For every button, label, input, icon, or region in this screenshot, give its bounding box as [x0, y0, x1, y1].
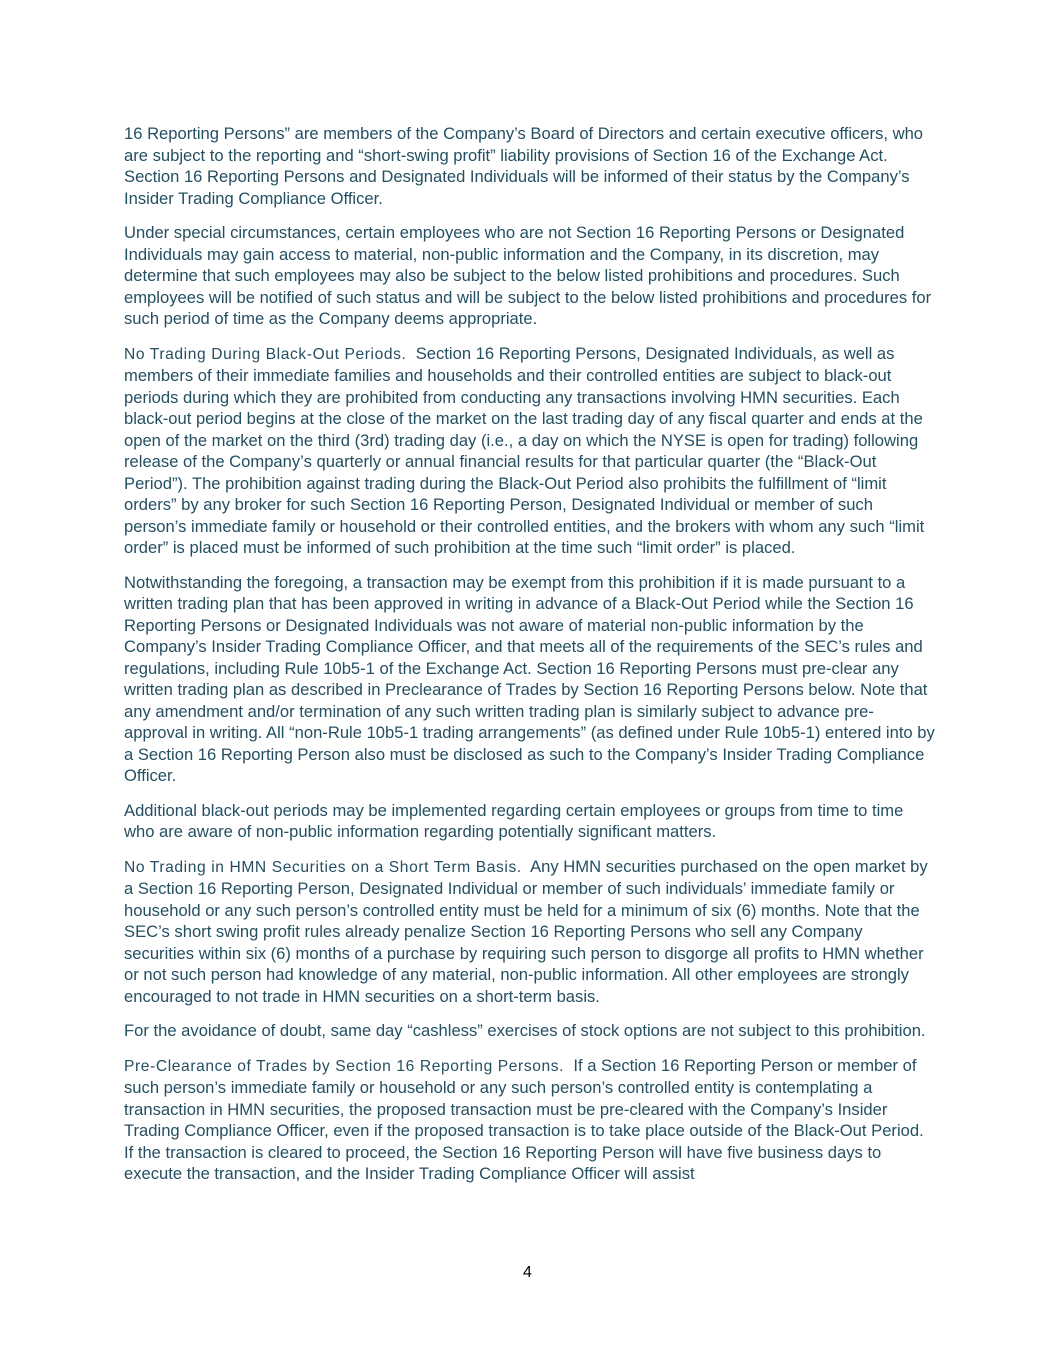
paragraph-text: For the avoidance of doubt, same day “cashless” exercises of stock options are not subject to this prohibition. — [124, 1021, 926, 1040]
paragraph — [124, 222, 936, 330]
paragraph — [124, 123, 936, 209]
paragraph — [124, 856, 936, 1008]
section-heading-short-term: No Trading in HMN Securities on a Short Term Basis. — [124, 858, 522, 876]
section-heading-black-out: No Trading During Black-Out Periods. — [124, 345, 407, 363]
paragraph — [124, 1055, 936, 1185]
paragraph-text: Additional black-out periods may be implemented regarding certain employees or groups from time to time who are aware of non-public information regarding potentially significant matters. — [124, 800, 904, 841]
paragraph — [124, 572, 936, 787]
paragraph — [124, 1020, 936, 1042]
paragraph — [124, 343, 936, 559]
paragraph-text: Any HMN securities purchased on the open market by a Section 16 Reporting Person, Designated Individual or member of such individuals’ immediate family or household or any such person’s controlled entity must be held for a minimum of six (6) months. Note that the SEC’s short swing profit rules already penalize Section 16 Reporting Persons who sell any Company securities within six (6) months of a purchase by requiring such person to disgorge all profits to HMN whether or not such person had knowledge of any material, non-public information. All other employees are strongly encouraged to not trade in HMN securities on a short-term basis. — [124, 856, 928, 1006]
paragraph — [124, 800, 936, 843]
paragraph-text: Notwithstanding the foregoing, a transaction may be exempt from this prohibition if it is made pursuant to a written trading plan that has been approved in writing in advance of a Black-Out Period while the Section 16 Reporting Persons or Designated Individuals was not aware of material non-public information by the Company’s Insider Trading Compliance Officer, and that meets all of the requirements of the SEC’s rules and regulations, including Rule 10b5-1 of the Exchange Act. Section 16 Reporting Persons must pre-clear any written trading plan as described in Preclearance of Trades by Section 16 Reporting Persons below. Note that any amendment and/or termination of any such written trading plan is similarly subject to advance pre-approval in writing. All “non-Rule 10b5-1 trading arrangements” (as defined under Rule 10b5-1) entered into by a Section 16 Reporting Person also must be disclosed as such to the Company’s Insider Trading Compliance Officer. — [124, 572, 935, 785]
document-body — [124, 123, 936, 1198]
section-heading-pre-clearance: Pre-Clearance of Trades by Section 16 Reporting Persons. — [124, 1057, 565, 1075]
page-number: 4 — [523, 1264, 532, 1281]
paragraph-text: Under special circumstances, certain employees who are not Section 16 Reporting Persons or Designated Individuals may gain access to material, non-public information and the Company, in its discretion, may determine that such employees may also be subject to the below listed prohibitions and procedures. Such employees will be notified of such status and will be subject to the below listed prohibitions and procedures for such period of time as the Company deems appropriate. — [124, 223, 932, 328]
paragraph-text: If a Section 16 Reporting Person or member of such person’s immediate family or household or any such person’s controlled entity is contemplating a transaction in HMN securities, the proposed transaction must be pre-cleared with the Company’s Insider Trading Compliance Officer, even if the proposed transaction is to take place outside of the Black-Out Period. If the transaction is cleared to proceed, the Section 16 Reporting Person will have five business days to execute the transaction, and the Insider Trading Compliance Officer will assist — [124, 1055, 924, 1183]
paragraph-text: Section 16 Reporting Persons, Designated Individuals, as well as members of their immediate families and households and their controlled entities are subject to black-out periods during which they are prohibited from conducting any transactions involving HMN securities. Each black-out period begins at the close of the market on the last trading day of any fiscal quarter and ends at the open of the market on the third (3rd) trading day (i.e., a day on which the NYSE is open for trading) following release of the Company’s quarterly or annual financial results for that particular quarter (the “Black-Out Period”). The prohibition against trading during the Black-Out Period also prohibits the fulfillment of “limit orders” by any broker for such Section 16 Reporting Person, Designated Individual or member of such person’s immediate family or household or their controlled entities, and the brokers with whom any such “limit order” is placed must be informed of such prohibition at the time such “limit order” is placed. — [124, 343, 925, 557]
paragraph-text: 16 Reporting Persons” are members of the Company’s Board of Directors and certain executive officers, who are subject to the reporting and “short-swing profit” liability provisions of Section 16 of the Exchange Act. Section 16 Reporting Persons and Designated Individuals will be informed of their status by the Company’s Insider Trading Compliance Officer. — [124, 124, 924, 208]
